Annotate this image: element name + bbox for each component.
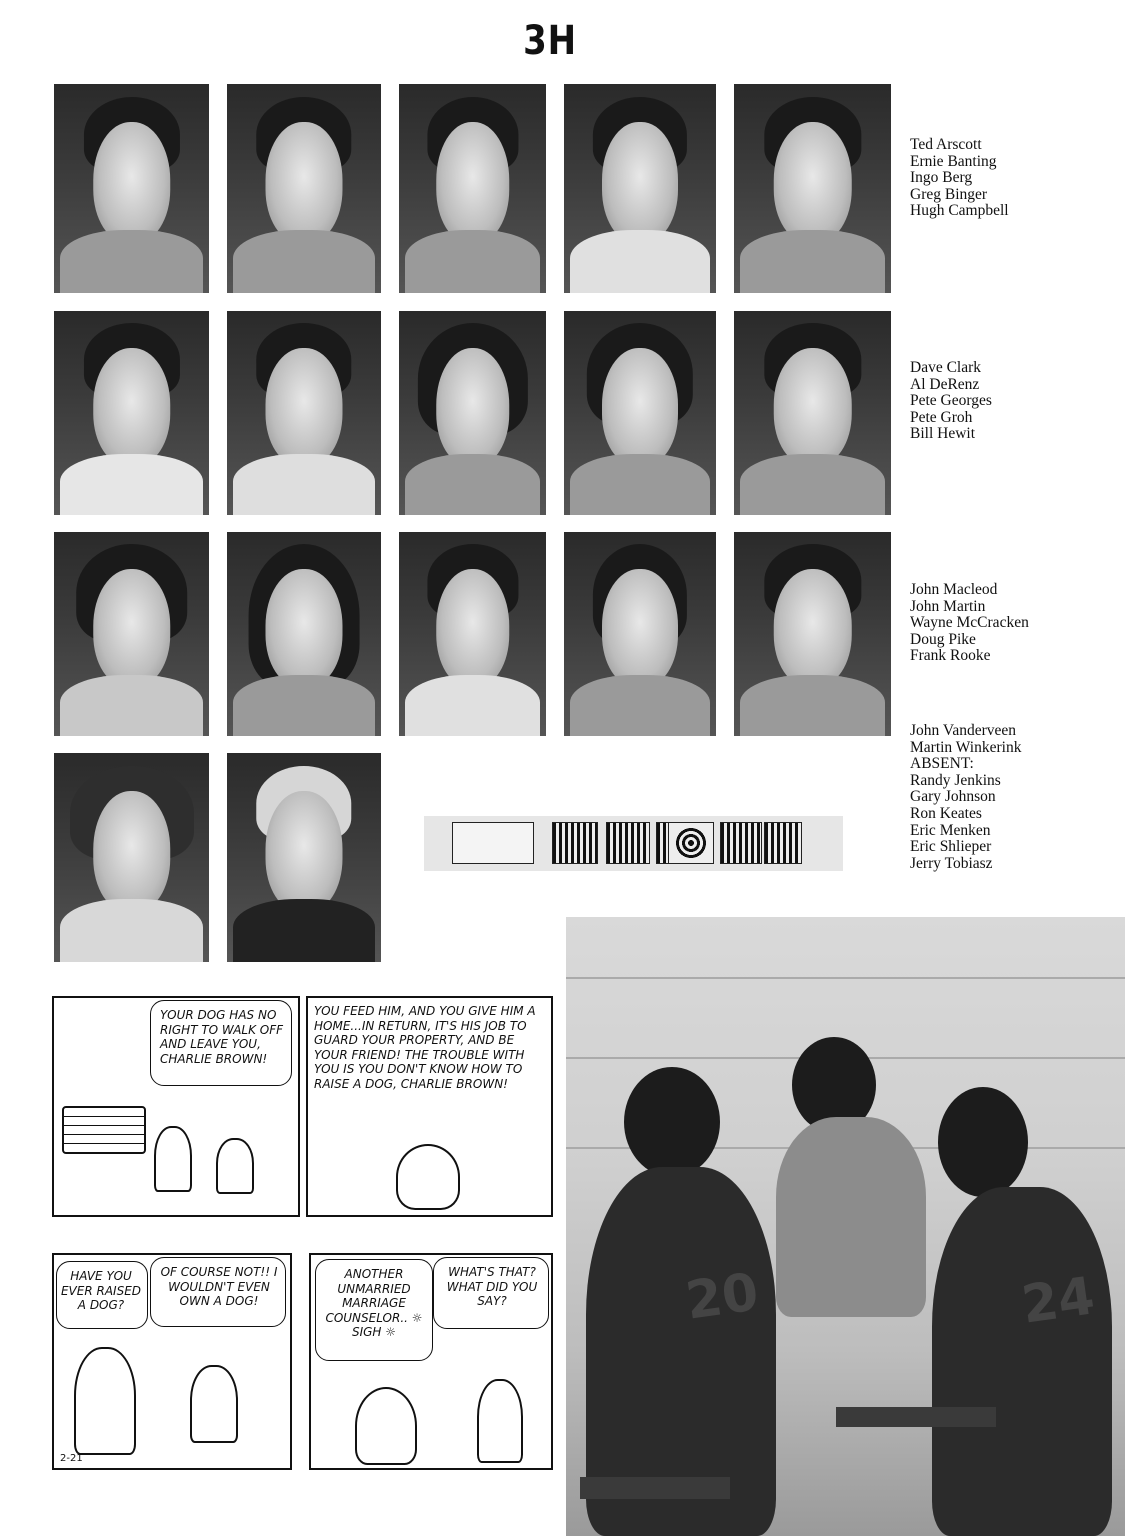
portrait-photo: [564, 532, 716, 736]
student-name: Wayne McCracken: [910, 614, 1029, 632]
portrait-photo: [399, 311, 546, 515]
portrait-photo: [54, 84, 209, 293]
cartoon-panel: [764, 822, 802, 864]
portrait-photo: [54, 311, 209, 515]
student-name: Doug Pike: [910, 630, 976, 648]
comic-text: YOUR DOG HAS NO RIGHT TO WALK OFF AND LEAVE YOU, CHARLIE BROWN!: [160, 1008, 284, 1066]
charlie-brown-figure: [154, 1126, 192, 1192]
comic-panel-1: [52, 996, 300, 1217]
student-name: Randy Jenkins: [910, 771, 1001, 789]
bench: [836, 1407, 996, 1427]
cartoon-panel: [720, 822, 762, 864]
comic-text: OF COURSE NOT!! I WOULDN'T EVEN OWN A DOG!: [160, 1265, 278, 1308]
portrait-photo: [227, 753, 381, 962]
portrait-photo: [399, 532, 546, 736]
cartoon-strip: [424, 816, 843, 871]
student-name: Pete Groh: [910, 408, 973, 426]
comic-text: WHAT'S THAT? WHAT DID YOU SAY?: [446, 1265, 538, 1308]
comic-text: ANOTHER UNMARRIED MARRIAGE COUNSELOR.. ☼ SIGH ☼: [325, 1267, 423, 1339]
portrait-photo: [227, 532, 381, 736]
cartoon-panel: [606, 822, 650, 864]
portrait-photo: [564, 311, 716, 515]
absent-label: ABSENT:: [910, 755, 974, 773]
jersey-number: 24: [1018, 1266, 1099, 1336]
portrait-photo: [399, 84, 546, 293]
portrait-photo: [227, 84, 381, 293]
comic-text: HAVE YOU EVER RAISED A DOG?: [60, 1269, 142, 1312]
name-list: [910, 582, 1029, 665]
student-name: Frank Rooke: [910, 647, 991, 665]
student-name: Pete Georges: [910, 392, 992, 410]
student-name: Greg Binger: [910, 185, 988, 203]
student-name: John Vanderveen: [910, 722, 1017, 739]
bench: [580, 1477, 730, 1499]
student-name: Hugh Campbell: [910, 202, 1009, 220]
student-name: Gary Johnson: [910, 788, 996, 806]
student-name: Ted Arscott: [910, 136, 982, 153]
name-list: [910, 360, 992, 443]
student-name: John Martin: [910, 597, 986, 615]
charlie-brown-figure: [74, 1347, 136, 1455]
student-name: Ernie Banting: [910, 152, 997, 170]
portrait-photo: [227, 311, 381, 515]
name-list: [910, 137, 1009, 220]
portrait-photo: [54, 532, 209, 736]
portrait-photo: [734, 84, 891, 293]
student-name: Jerry Tobiasz: [910, 854, 993, 872]
comic-panel-4: [309, 1253, 553, 1470]
name-list: [910, 723, 1021, 872]
cheerleaders-photo: [566, 917, 1125, 1536]
lucy-figure: [190, 1365, 238, 1443]
student-name: Ingo Berg: [910, 169, 973, 187]
page-title: 3H: [523, 18, 577, 64]
cartoon-panel: [552, 822, 598, 864]
lucy-figure: [477, 1379, 523, 1463]
lucy-figure: [396, 1144, 460, 1210]
jersey-number: 20: [682, 1262, 763, 1332]
student-name: Eric Shlieper: [910, 838, 992, 856]
student-name: Bill Hewit: [910, 425, 976, 443]
charlie-brown-figure: [355, 1387, 417, 1465]
cartoon-panel: [668, 822, 714, 864]
student-name: Al DeRenz: [910, 375, 980, 393]
comic-panel-3: [52, 1253, 292, 1470]
comic-date: 2-21: [60, 1453, 83, 1464]
student-name: Martin Winkerink: [910, 738, 1022, 756]
cartoon-figures-panel: [452, 822, 534, 864]
lucy-figure: [216, 1138, 254, 1194]
portrait-photo: [54, 753, 209, 962]
student-name: Ron Keates: [910, 804, 982, 822]
portrait-photo: [734, 311, 891, 515]
comic-text: YOU FEED HIM, AND YOU GIVE HIM A HOME...IN RETURN, IT'S HIS JOB TO GUARD YOUR PROPERTY, AND BE YOUR FRIEND! THE TROUBLE WITH YOU IS YOU DON'T KNOW HOW TO RAISE A DOG, CHARLIE BROWN!: [314, 1004, 536, 1091]
comic-panel-2: [306, 996, 553, 1217]
portrait-photo: [734, 532, 891, 736]
portrait-photo: [564, 84, 716, 293]
doghouse-illustration: [62, 1106, 146, 1154]
student-name: John Macleod: [910, 581, 998, 598]
student-name: Dave Clark: [910, 359, 982, 376]
student-name: Eric Menken: [910, 821, 991, 839]
